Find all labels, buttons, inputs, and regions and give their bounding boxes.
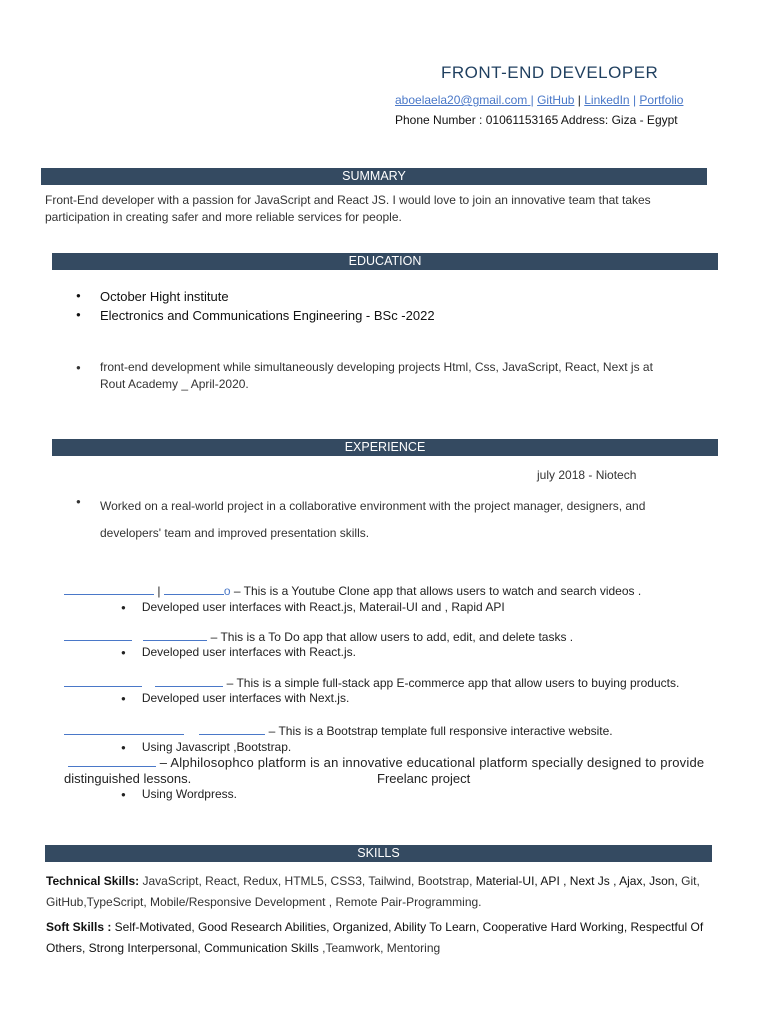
github-link[interactable]: GitHub	[537, 93, 575, 107]
soft-skills-text: Self-Motivated, Good Research Abilities, Organized, Ability To Learn, Cooperative Hard Working, Respectful Of Others, Strong Interpersonal, Communication Skills	[46, 920, 704, 955]
project-description: distinguished lessons.	[64, 771, 192, 786]
soft-skills-label: Soft Skills :	[46, 920, 112, 934]
project-link-blank[interactable]	[64, 584, 154, 595]
project-link-blank[interactable]	[199, 724, 265, 735]
soft-skills	[46, 917, 736, 959]
project-description: – Alphilosophco platform is an innovative educational platform specially designed to provide	[156, 755, 705, 770]
contact-links	[395, 93, 683, 107]
summary-text: Front-End developer with a passion for JavaScript and React JS. I would love to join an innovative team that takes participation in creating safer and more reliable services for people.	[45, 193, 651, 224]
soft-skills-text: ,Teamwork, Mentoring	[322, 941, 441, 955]
technical-skills	[46, 871, 736, 913]
project-detail: ● Using Javascript ,Bootstrap.	[121, 740, 291, 754]
project-detail: ● Developed user interfaces with React.js.	[121, 645, 356, 659]
project-line	[64, 676, 679, 690]
email-link[interactable]: aboelaela20@gmail.com	[395, 93, 528, 107]
experience-item: ● Worked on a real-world project in a collaborative environment with the project manager, designers, and developers' team and improved presentation skills.	[76, 493, 676, 547]
project-link-blank[interactable]	[64, 630, 132, 641]
education-list	[76, 287, 676, 325]
project-link-blank[interactable]	[64, 676, 142, 687]
project-link-blank[interactable]	[143, 630, 207, 641]
summary-heading: SUMMARY	[41, 168, 707, 185]
project-link-blank[interactable]	[64, 724, 184, 735]
page-title: FRONT-END DEVELOPER	[441, 63, 659, 82]
project-description: – This is a simple full-stack app E-commerce app that allow users to buying products.	[223, 676, 680, 690]
portfolio-link[interactable]: Portfolio	[639, 93, 684, 107]
project-detail: ● Developed user interfaces with Next.js.	[121, 691, 349, 705]
technical-skills-text: Material-UI, API , Next Js , Ajax, Json,	[475, 874, 678, 888]
course-list	[76, 359, 676, 393]
technical-skills-text: Git, GitHub,TypeScript, Mobile/Responsive Development , Remote Pair-Programming.	[46, 874, 700, 909]
skills-heading: SKILLS	[45, 845, 712, 862]
email-separator: |	[527, 93, 534, 107]
project-link-blank[interactable]	[68, 756, 156, 767]
experience-list	[76, 493, 676, 547]
education-item: ● Electronics and Communications Engineering - BSc -2022	[76, 306, 676, 325]
course-item: ● front-end development while simultaneously developing projects Html, Css, JavaScript, React, Next js at Rout Academy _ April-2020.	[76, 359, 676, 393]
technical-skills-label: Technical Skills:	[46, 874, 140, 888]
project-line	[64, 724, 613, 738]
project-line	[68, 755, 704, 770]
separator: |	[577, 93, 581, 107]
project-link-blank[interactable]	[164, 584, 224, 595]
project-link-blank[interactable]	[155, 676, 223, 687]
project-description: – This is a Bootstrap template full responsive interactive website.	[265, 724, 613, 738]
linkedin-link[interactable]: LinkedIn	[584, 93, 630, 107]
project-description: – This is a Youtube Clone app that allows users to watch and search videos .	[230, 584, 642, 598]
project-detail: ● Using Wordpress.	[121, 787, 237, 801]
education-item: ● October Hight institute	[76, 287, 676, 306]
separator: |	[632, 93, 637, 107]
project-link[interactable]: o	[223, 584, 231, 598]
experience-heading: EXPERIENCE	[52, 439, 718, 456]
education-heading: EDUCATION	[52, 253, 718, 270]
separator: |	[157, 584, 161, 598]
project-description: – This is a To Do app that allow users to add, edit, and delete tasks .	[207, 630, 574, 644]
project-line	[64, 630, 573, 644]
experience-date: july 2018 - Niotech	[537, 468, 637, 482]
project-detail: ● Developed user interfaces with React.js, Materail-UI and , Rapid API	[121, 600, 505, 614]
phone-address: Phone Number : 01061153165 Address: Giza - Egypt	[395, 113, 678, 127]
project-line-continued	[64, 771, 191, 786]
technical-skills-text: JavaScript, React, Redux, HTML5, CSS3, Tailwind, Bootstrap,	[139, 874, 476, 888]
project-note: Freelanc project	[377, 771, 471, 786]
project-line	[64, 584, 641, 598]
